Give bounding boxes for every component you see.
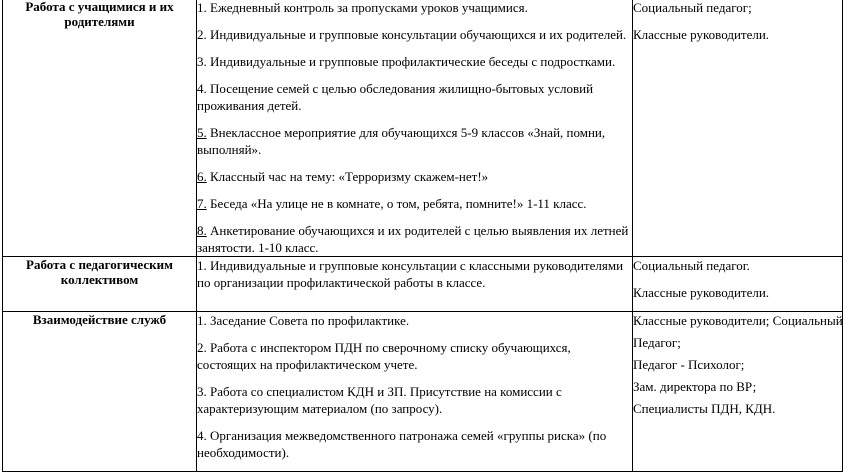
activity-item	[197, 0, 632, 16]
item-number: 1.	[197, 258, 207, 273]
item-text: Посещение семей с целью обследования жилищно-бытовых условий проживания детей.	[197, 81, 594, 113]
activity-item	[197, 312, 632, 329]
responsible-item: Классные руководители.	[633, 285, 770, 300]
work-plan-table	[2, 0, 843, 472]
responsible-item: Социальный педагог.	[633, 258, 750, 273]
section-title: Работа с учащимися и их родителями	[3, 0, 197, 257]
activity-item	[197, 26, 632, 43]
item-number: 3.	[197, 384, 207, 399]
item-number: 5.	[197, 125, 207, 140]
activity-item	[197, 257, 632, 291]
work-plan-body	[3, 0, 843, 472]
activity-list	[197, 312, 633, 472]
item-number: 3.	[197, 54, 207, 69]
item-text: Индивидуальные и групповые консультации с классными руководителями по организации профилактической работы в классе.	[197, 258, 624, 290]
section-title: Работа с педагогическим коллективом	[3, 257, 197, 312]
activity-item	[197, 222, 632, 256]
activity-item	[197, 168, 632, 185]
responsible-item: Специалисты ПДН, КДН.	[633, 401, 776, 416]
activity-item	[197, 124, 632, 158]
activity-list	[197, 257, 633, 312]
responsible-item: Классные руководители; Социальный	[633, 313, 843, 328]
responsible-list	[633, 312, 843, 472]
item-text: Беседа «На улице не в комнате, о том, ребята, помните!» 1-11 класс.	[210, 196, 587, 211]
item-number: 1.	[197, 313, 207, 328]
item-number: 7.	[197, 196, 207, 211]
responsible-item: Педагог;	[633, 335, 681, 350]
item-text: Заседание Совета по профилактике.	[210, 313, 410, 328]
item-text: Внеклассное мероприятие для обучающихся 5-9 классов «Знай, помни, выполняй».	[197, 125, 606, 157]
section-title: Взаимодействие служб	[3, 312, 197, 472]
responsible-list	[633, 257, 843, 312]
item-number: 4.	[197, 428, 207, 443]
activity-item	[197, 427, 632, 461]
item-text: Ежедневный контроль за пропусками уроков учащимися.	[210, 0, 528, 15]
item-number: 8.	[197, 223, 207, 238]
item-text: Работа со специалистом КДН и ЗП. Присутствие на комиссии с характеризующим материалом (по запросу).	[197, 384, 562, 416]
activity-item	[197, 53, 632, 70]
responsible-list	[633, 0, 843, 257]
item-number: 1.	[197, 0, 207, 15]
responsible-item: Социальный педагог;	[633, 0, 752, 15]
item-number: 2.	[197, 340, 207, 355]
table-row	[3, 257, 843, 312]
responsible-item: Педагог - Психолог;	[633, 357, 745, 372]
table-row	[3, 0, 843, 257]
activity-item	[197, 339, 632, 373]
activity-item	[197, 195, 632, 212]
item-number: 2.	[197, 27, 207, 42]
responsible-item: Зам. директора по ВР;	[633, 379, 757, 394]
activity-list	[197, 0, 633, 257]
activity-item	[197, 80, 632, 114]
item-text: Индивидуальные и групповые профилактические беседы с подростками.	[210, 54, 616, 69]
item-text: Индивидуальные и групповые консультации обучающихся и их родителей.	[210, 27, 627, 42]
activity-item	[197, 383, 632, 417]
item-text: Классный час на тему: «Терроризму скажем-нет!»	[210, 169, 489, 184]
item-text: Анкетирование обучающихся и их родителей с целью выявления их летней занятости. 1-10 класс.	[197, 223, 629, 255]
responsible-item: Классные руководители.	[633, 27, 770, 42]
item-number: 4.	[197, 81, 207, 96]
item-text: Работа с инспектором ПДН по сверочному списку обучающихся, состоящих на профилактическом учете.	[197, 340, 571, 372]
item-number: 6.	[197, 169, 207, 184]
item-text: Организация межведомственного патронажа семей «группы риска» (по необходимости).	[197, 428, 607, 460]
table-row	[3, 312, 843, 472]
